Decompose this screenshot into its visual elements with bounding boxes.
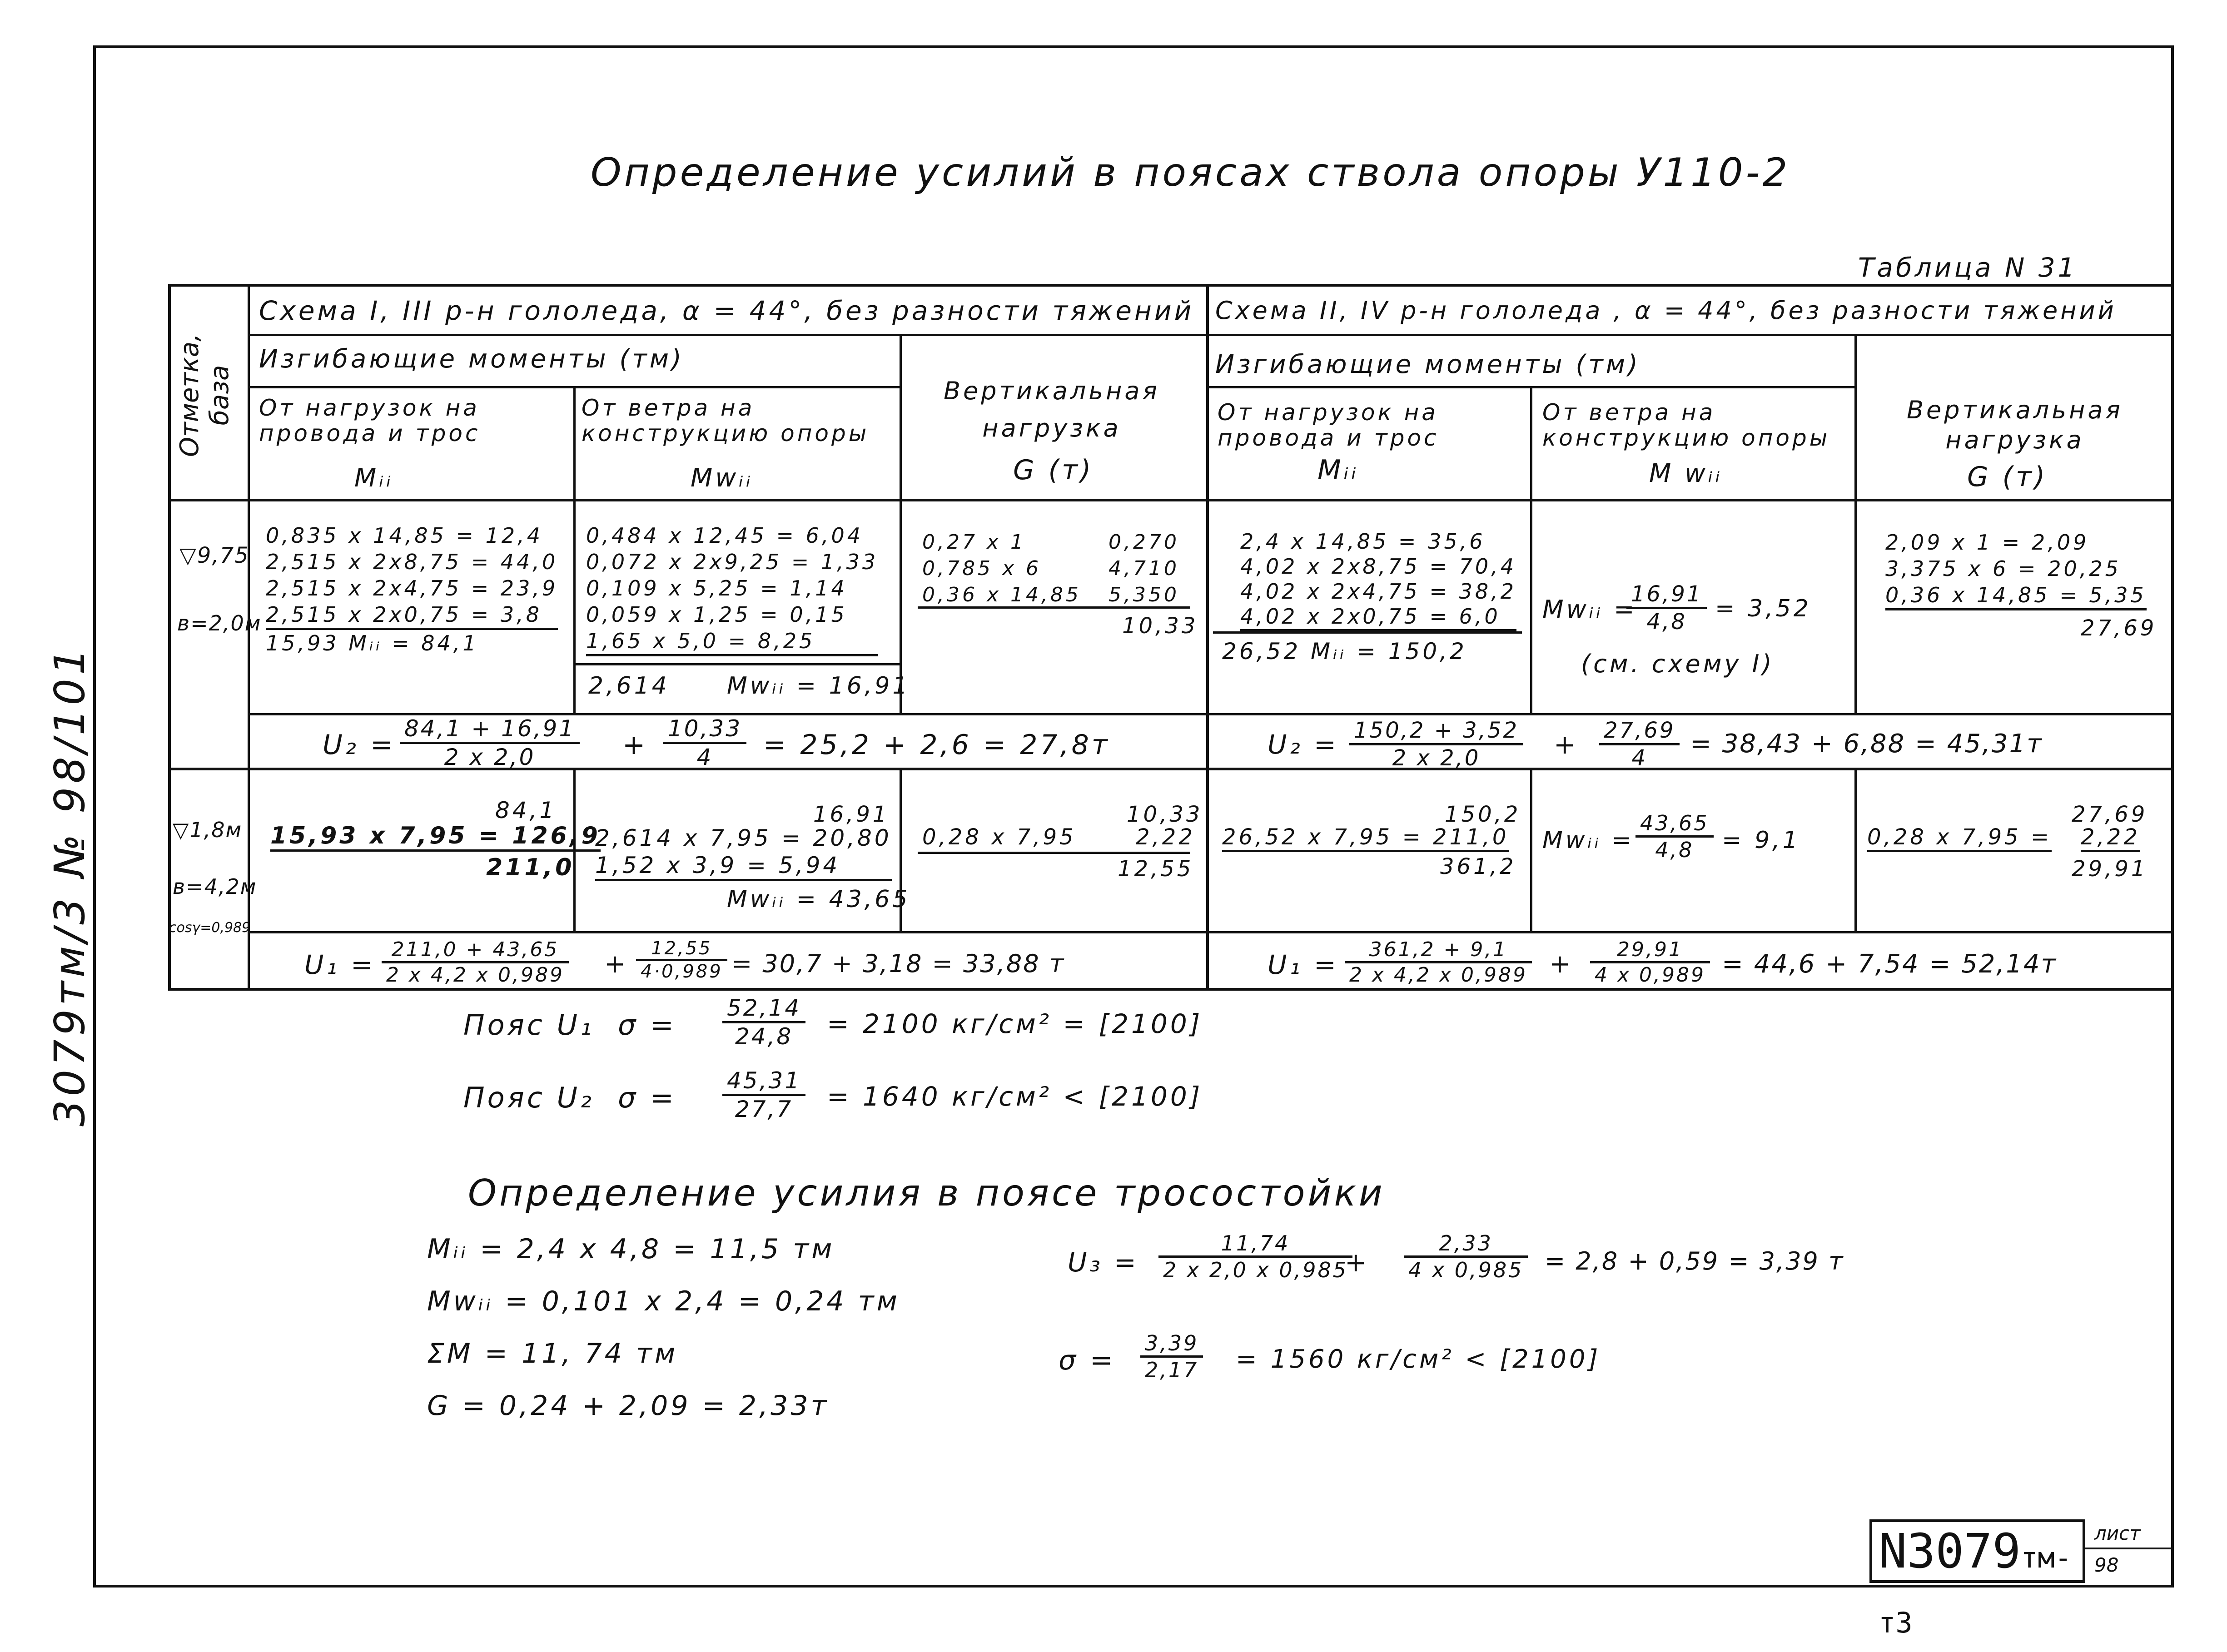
side-archive-number: 3079тм/3 № 98/101: [45, 645, 94, 1126]
header-vertical-right: Вертикальная нагрузка: [1906, 396, 2123, 454]
row1-wind-right-result: = 3,52: [1715, 595, 1811, 622]
stress-u1-sigma: σ =: [618, 1008, 676, 1042]
symbol-g-left: G (т): [1013, 454, 1094, 486]
row2-cos: cosγ=0,989: [169, 920, 251, 936]
symbol-mw-left: Mwᵢᵢ: [691, 463, 754, 493]
row1-wind-left-sum-b: Mwᵢᵢ = 16,91: [727, 672, 910, 699]
stress-u2-fraction: $\frac{45,31}{27,7}$: [722, 1067, 805, 1122]
row1-base: в=2,0м: [177, 611, 262, 635]
stamp-suffix: тм-т3: [1879, 1541, 2072, 1639]
row2-wind-left-top: 16,91: [813, 802, 890, 827]
stress-u1-result: = 2100 кг/см² = [2100]: [827, 1008, 1203, 1039]
row1-wind-right-note: (см. схему I): [1581, 650, 1775, 678]
post-u3-lhs: U₃ =: [1068, 1247, 1139, 1278]
row2-vert-left-top: 10,33: [1127, 802, 1203, 827]
post-line-2: Mwᵢᵢ = 0,101 x 2,4 = 0,24 тм: [427, 1285, 900, 1317]
post-sigma-lhs: σ =: [1059, 1344, 1116, 1376]
post-sigma-result: = 1560 кг/см² < [2100]: [1236, 1344, 1601, 1374]
symbol-m-left: Mᵢᵢ: [354, 463, 394, 493]
post-line-4: G = 0,24 + 2,09 = 2,33т: [427, 1390, 830, 1422]
header-wind-right: От ветра на конструкцию опоры: [1542, 399, 1830, 451]
row1-u-right-frac1: $\frac{150,2 + 3,52}{2 x 2,0}$: [1349, 718, 1523, 771]
post-u3-frac2: $\frac{2,33}{4 x 0,985}$: [1404, 1231, 1528, 1282]
header-vertical-left: Вертикальная нагрузка: [943, 377, 1160, 442]
sheet-label: лист: [2085, 1519, 2172, 1549]
page-title: Определение усилий в поясах ствола опоры У110-2: [591, 150, 1790, 195]
header-wires-left: От нагрузок на провода и трос: [259, 395, 481, 446]
symbol-m-right: Mᵢᵢ: [1317, 454, 1359, 486]
row1-wind-right-lhs: Mwᵢᵢ =: [1542, 595, 1637, 624]
row2-vert-right-line: 0,28 x 7,95 =: [1867, 824, 2052, 852]
row1-u-left-plus: +: [622, 729, 648, 761]
row1-u-left-frac2: $\frac{10,33}{4}$: [663, 715, 746, 770]
symbol-mw-right: M wᵢᵢ: [1649, 459, 1723, 488]
symbol-g-right: G (т): [1967, 461, 2048, 493]
row2-vert-left-line: 0,28 x 7,95: [922, 824, 1076, 850]
row1-wires-right-sum: 26,52 Mᵢᵢ = 150,2: [1222, 638, 1467, 665]
post-line-1: Mᵢᵢ = 2,4 x 4,8 = 11,5 тм: [427, 1233, 835, 1265]
row2-wires-right-line: 26,52 x 7,95 = 211,0: [1222, 824, 1509, 852]
row1-u-left-result: = 25,2 + 2,6 = 27,8т: [763, 729, 1110, 761]
row2-wind-left: 2,614 x 7,95 = 20,80 1,52 x 3,9 = 5,94: [595, 824, 892, 881]
row2-wind-left-sum: Mwᵢᵢ = 43,65: [727, 886, 910, 913]
sheet-number: 98: [2094, 1554, 2119, 1576]
post-u3-frac1: $\frac{11,74}{2 x 2,0 x 0,985}$: [1158, 1231, 1352, 1282]
row2-base: в=4,2м: [173, 874, 257, 899]
drawing-stamp: [1869, 1519, 2085, 1639]
header-bending-right: Изгибающие моменты (тм): [1215, 350, 1640, 379]
row1-u-right-lhs: U₂ =: [1268, 729, 1339, 760]
header-bending-left: Изгибающие моменты (тм): [259, 344, 684, 374]
post-u3-result: = 2,8 + 0,59 = 3,39 т: [1545, 1247, 1844, 1275]
row2-wires-left-sum: 211,0: [486, 854, 575, 881]
header-scheme-left: Схема I, III р-н гололеда, α = 44°, без разности тяжений: [259, 295, 1194, 326]
row2-vert-left-value: 2,22: [1136, 824, 1195, 850]
post-line-3: ΣM = 11, 74 тм: [427, 1338, 678, 1369]
post-sigma-fraction: $\frac{3,39}{2,17}$: [1140, 1331, 1203, 1382]
stress-u2-sigma: σ =: [618, 1081, 676, 1114]
row1-u-left-lhs: U₂ =: [323, 729, 396, 761]
sheet-box: [2085, 1519, 2172, 1583]
row2-wind-right-lhs: Mwᵢᵢ =: [1542, 827, 1635, 854]
row1-u-left-frac1: $\frac{84,1 + 16,91}{2 x 2,0}$: [400, 715, 580, 770]
row2-vert-right-top: 27,69: [2072, 802, 2148, 827]
row2-u-right-frac1: $\frac{361,2 + 9,1}{2 x 4,2 x 0,989}$: [1345, 938, 1532, 987]
row2-u-left-frac1: $\frac{211,0 + 43,65}{2 x 4,2 x 0,989}$: [382, 938, 569, 987]
stress-u2-result: = 1640 кг/см² < [2100]: [827, 1081, 1203, 1112]
row1-vert-right-sum: 27,69: [2081, 615, 2157, 641]
row1-vert-left-terms: 0,27 x 1 0,785 x 6 0,36 x 14,85: [922, 531, 1081, 606]
row2-u-right-frac2: $\frac{29,91}{4 x 0,989}$: [1590, 938, 1710, 987]
header-otmetka: Отметка, база: [175, 333, 234, 457]
row2-u-left-lhs: U₁ =: [304, 949, 376, 980]
row2-u-left-frac2: $\frac{12,55}{4\cdot 0,989}$: [636, 938, 727, 982]
row2-wires-right-sum: 361,2: [1440, 854, 1516, 879]
header-scheme-right: Схема II, IV р-н гололеда , α = 44°, без разности тяжений: [1215, 296, 2117, 325]
row2-u-right-result: = 44,6 + 7,54 = 52,14т: [1722, 949, 2058, 979]
stress-u1-fraction: $\frac{52,14}{24,8}$: [722, 995, 805, 1050]
post-title: Определение усилия в поясе тросостойки: [468, 1172, 1385, 1214]
row2-u-left-result: = 30,7 + 3,18 = 33,88 т: [731, 949, 1065, 978]
row1-mark: ▽9,75: [179, 543, 249, 568]
row1-wires-right: 2,4 x 14,85 = 35,6 4,02 x 2x8,75 = 70,4 4,02 x 2x4,75 = 38,2 4,02 x 2x0,75 = 6,0: [1240, 529, 1516, 631]
row2-wires-right-top: 150,2: [1445, 802, 1521, 827]
row1-vert-right: 2,09 x 1 = 2,09 3,375 x 6 = 20,25 0,36 x 14,85 = 5,35: [1885, 529, 2147, 610]
row2-u-left-plus: +: [604, 949, 628, 979]
row2-wires-left-line: 15,93 x 7,95 = 126,9: [270, 822, 601, 852]
row1-wires-left: 0,835 x 14,85 = 12,4 2,515 x 2x8,75 = 44,0 2,515 x 2x4,75 = 23,9 2,515 x 2x0,75 = 3,8 15,93 Mᵢᵢ = 84,1: [266, 523, 558, 655]
stress-u2-label: Пояс U₂: [463, 1081, 594, 1114]
row1-u-right-frac2: $\frac{27,69}{4}$: [1599, 718, 1680, 771]
row1-wind-left: 0,484 x 12,45 = 6,04 0,072 x 2x9,25 = 1,33 0,109 x 5,25 = 1,14 0,059 x 1,25 = 0,15 1,65 x 5,0 = 8,25: [586, 522, 878, 656]
row2-wind-right-fraction: $\frac{43,65}{4,8}$: [1635, 811, 1714, 862]
row2-wires-left-top: 84,1: [495, 797, 557, 824]
row2-vert-right-sum: 29,91: [2072, 856, 2148, 882]
row1-vert-left-values: 0,270 4,710 5,350: [1109, 531, 1179, 606]
post-u3-plus: +: [1345, 1247, 1370, 1278]
row2-u-right-plus: +: [1549, 949, 1573, 979]
row2-vert-left-sum: 12,55: [1118, 856, 1194, 882]
table-number: Таблица N 31: [1858, 252, 2078, 283]
header-wires-right: От нагрузок на провода и трос: [1218, 399, 1439, 451]
row2-wind-right-result: = 9,1: [1722, 827, 1800, 854]
header-wind-left: От ветра на конструкцию опоры: [582, 395, 870, 446]
row1-vert-left-sum: 10,33: [1122, 613, 1198, 639]
stress-u1-label: Пояс U₁: [463, 1008, 594, 1042]
row1-wind-left-sum-a: 2,614: [588, 672, 670, 699]
row2-u-right-lhs: U₁ =: [1268, 949, 1339, 980]
row1-u-right-result: = 38,43 + 6,88 = 45,31т: [1690, 729, 2043, 759]
row2-vert-right-value: 2,22: [2081, 824, 2140, 852]
row2-mark: ▽1,8м: [173, 818, 243, 842]
stamp-code: N3079: [1879, 1523, 2021, 1579]
row1-wind-right-fraction: $\frac{16,91}{4,8}$: [1626, 581, 1707, 635]
row1-u-right-plus: +: [1554, 729, 1579, 760]
